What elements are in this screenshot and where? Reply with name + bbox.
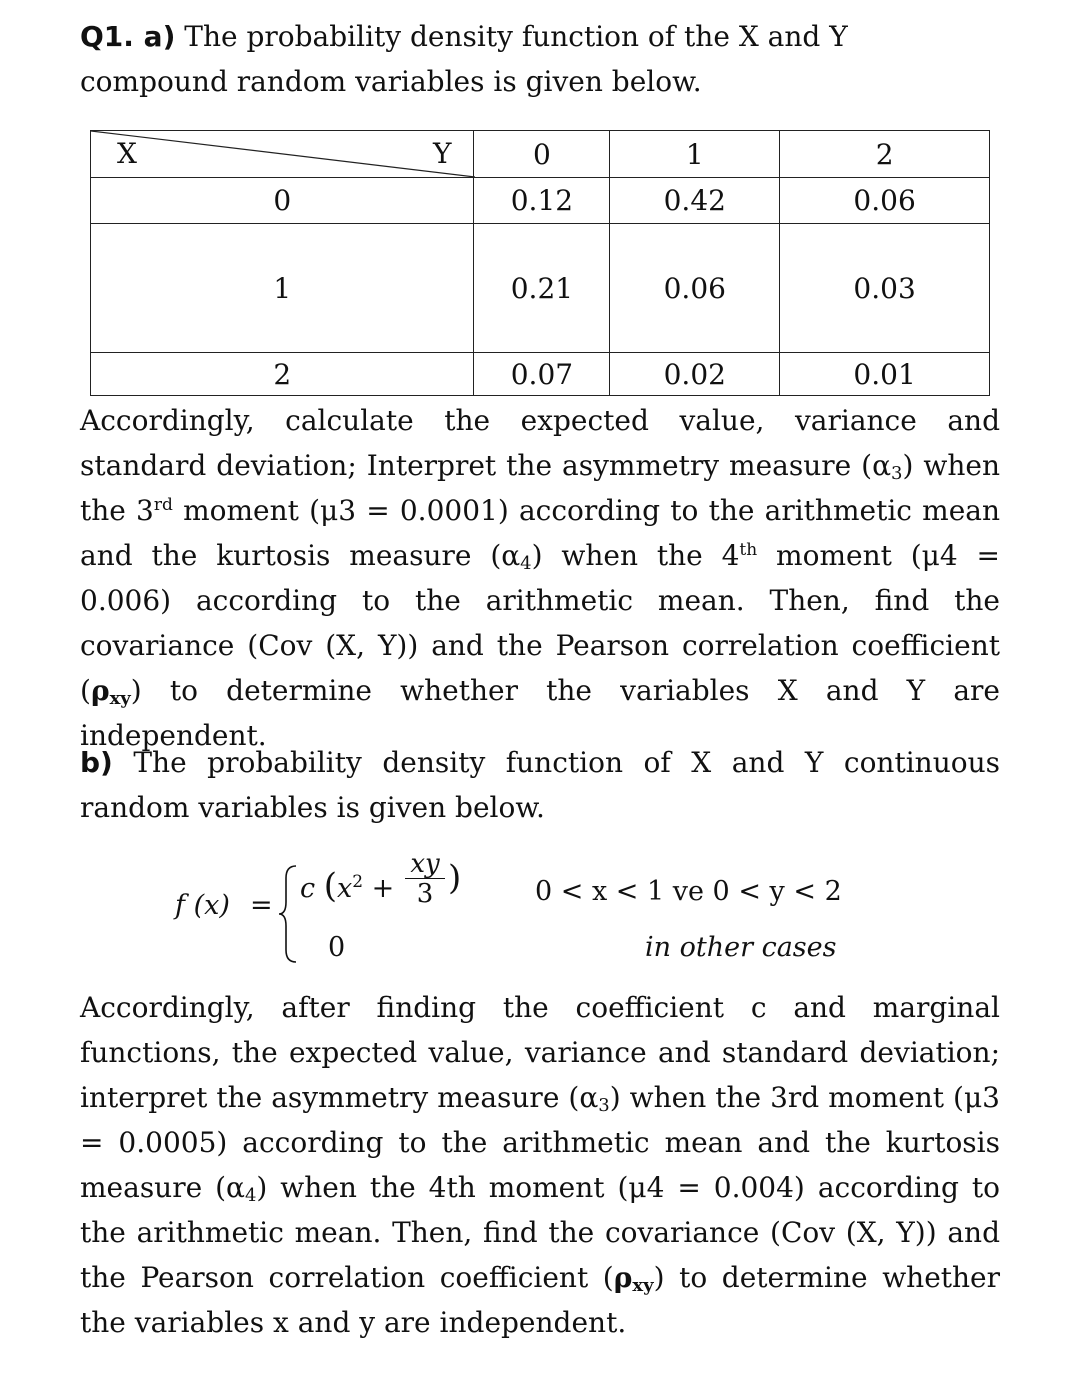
question-1a-label: Q1. a) xyxy=(80,20,176,53)
right-paren-icon: ) xyxy=(448,858,462,898)
diagonal-line xyxy=(91,131,475,177)
question-1b-label: b) xyxy=(80,746,113,779)
text-segment: ) when the 3 xyxy=(80,449,1001,527)
table-header-row xyxy=(91,131,990,178)
rho-symbol: ρ xyxy=(613,1261,633,1294)
fraction-denominator: 3 xyxy=(416,879,434,909)
formula-case-1 xyxy=(300,866,394,906)
table-row xyxy=(91,178,990,224)
alpha-subscript: 3 xyxy=(891,463,903,484)
y-value-header: 0 xyxy=(474,131,610,178)
rho-symbol: ρ xyxy=(90,674,110,707)
variable-x: x xyxy=(336,873,353,904)
x-value-cell: 1 xyxy=(91,224,474,353)
fraction-xy-over-3 xyxy=(405,850,445,909)
probability-cell: 0.03 xyxy=(780,224,990,353)
question-1a-instructions xyxy=(80,398,1000,758)
coefficient-c: c xyxy=(300,873,316,904)
table-row xyxy=(91,353,990,396)
x-value-cell: 2 xyxy=(91,353,474,396)
x-value-cell: 0 xyxy=(91,178,474,224)
diagonal-header-cell xyxy=(91,131,474,178)
question-1a-text: The probability density function of the X and Y compound random variables is given below. xyxy=(80,20,848,98)
text-segment: Accordingly, after finding the coefficient c and marginal functions, the expected value, variance and standard deviation; interpret the asymmetry measure (α xyxy=(80,991,1000,1114)
y-value-header: 2 xyxy=(780,131,990,178)
y-value-header: 1 xyxy=(610,131,780,178)
ordinal-superscript: rd xyxy=(153,495,173,515)
x-axis-label: X xyxy=(117,137,137,170)
text-segment: moment (μ4 = 0.006) according to the arithmetic mean. Then, find the covariance (Cov (X, Y)) and the Pearson correlation coefficient ( xyxy=(80,539,1000,707)
left-paren-icon: ( xyxy=(323,866,337,906)
text-segment: ) to determine whether the variables X and Y are independent. xyxy=(80,674,1000,752)
probability-cell: 0.42 xyxy=(610,178,780,224)
text-segment: ) to determine whether the variables x and y are independent. xyxy=(80,1261,1001,1339)
text-segment: moment (μ3 = 0.0001) according to the arithmetic mean and the kurtosis measure (α xyxy=(80,494,1000,572)
density-function-formula xyxy=(80,840,1000,980)
ordinal-superscript: th xyxy=(739,540,758,560)
probability-cell: 0.12 xyxy=(474,178,610,224)
text-segment: ) when the 4 xyxy=(531,539,740,572)
formula-lhs: f (x) xyxy=(175,890,230,921)
alpha-subscript: 3 xyxy=(598,1095,610,1116)
text-segment: ) when the 3rd moment (μ3 = 0.0005) according to the arithmetic mean and the kurtosis measure (α xyxy=(80,1081,1000,1204)
fraction-numerator: xy xyxy=(405,850,445,879)
joint-probability-table xyxy=(90,130,990,396)
plus-sign: + xyxy=(371,873,395,904)
question-1b-text: The probability density function of X and Y continuous random variables is given below. xyxy=(80,746,1000,824)
rho-subscript: xy xyxy=(632,1275,654,1296)
question-1a-intro xyxy=(80,14,1000,104)
formula-condition-2: in other cases xyxy=(645,932,837,963)
exponent: 2 xyxy=(352,872,364,892)
probability-cell: 0.06 xyxy=(610,224,780,353)
text-segment: Accordingly, calculate the expected value, variance and standard deviation; Interpret the asymmetry measure (α xyxy=(80,404,1000,482)
formula-case-2: 0 xyxy=(328,932,346,963)
curly-brace-icon xyxy=(278,864,300,964)
text-segment: ) when the 4th moment (μ4 = 0.004) according to the arithmetic mean. Then, find the covariance (Cov (X, Y)) and the Pearson correlation coefficient ( xyxy=(80,1171,1001,1294)
probability-cell: 0.01 xyxy=(780,353,990,396)
alpha-subscript: 4 xyxy=(520,553,532,574)
question-1b-instructions xyxy=(80,985,1000,1345)
table-row xyxy=(91,224,990,353)
formula-equals: = xyxy=(250,890,273,921)
y-axis-label: Y xyxy=(432,137,452,170)
formula-condition-1: 0 < x < 1 ve 0 < y < 2 xyxy=(535,876,842,907)
probability-cell: 0.07 xyxy=(474,353,610,396)
probability-cell: 0.21 xyxy=(474,224,610,353)
question-1b-intro xyxy=(80,740,1000,830)
probability-cell: 0.02 xyxy=(610,353,780,396)
rho-subscript: xy xyxy=(109,688,131,709)
probability-cell: 0.06 xyxy=(780,178,990,224)
alpha-subscript: 4 xyxy=(244,1185,257,1206)
